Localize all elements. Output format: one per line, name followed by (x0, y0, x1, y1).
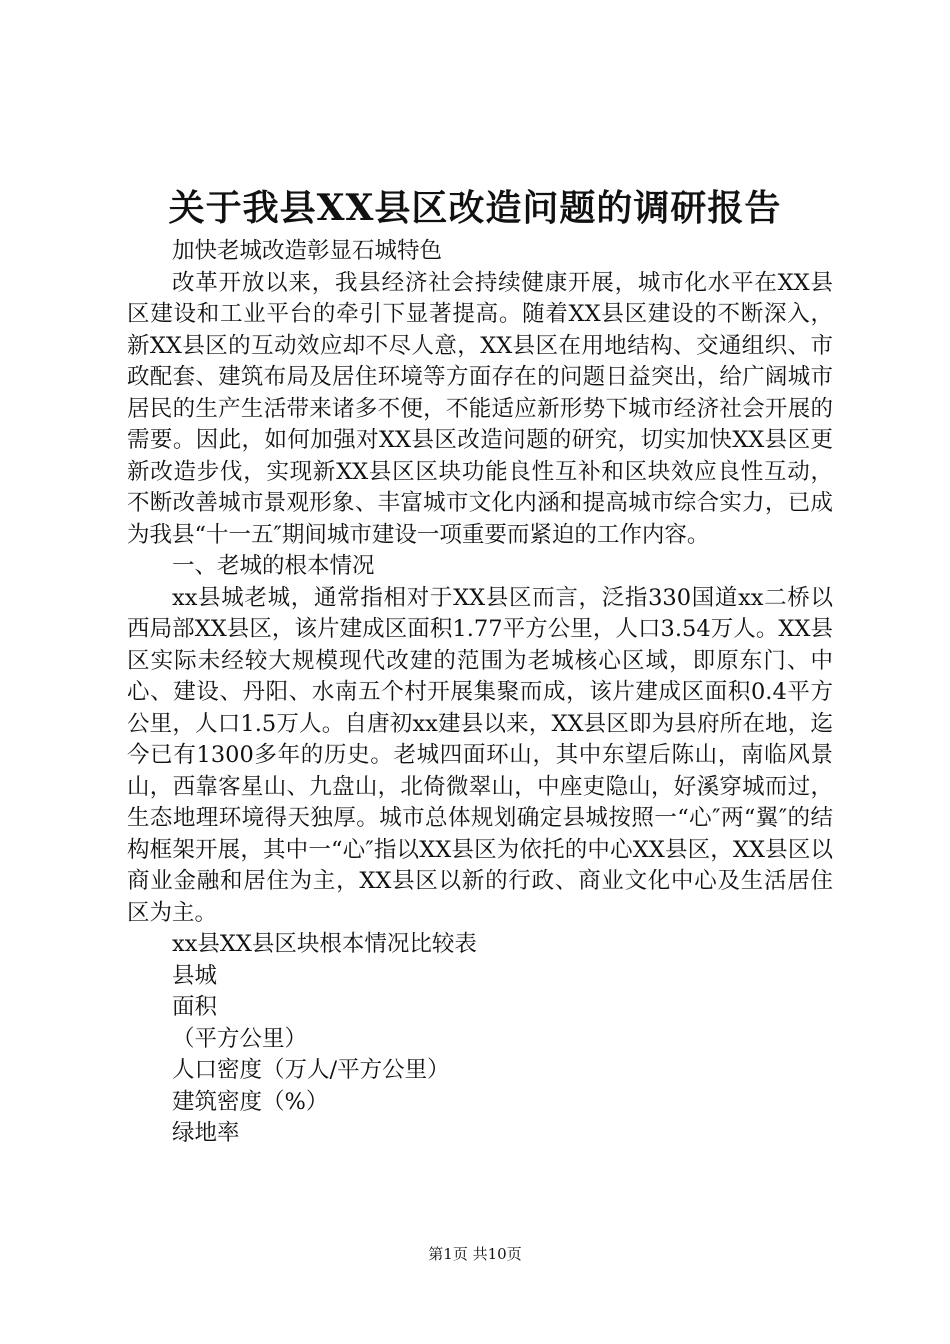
document-title: 关于我县XX县区改造问题的调研报告 (168, 187, 782, 229)
paragraph-basic-situation: xx县城老城，通常指相对于XX县区而言，泛指330国道xx二桥以西局部XX县区，该片建成区面积1.77平方公里，人口3.54万人。XX县区实际未经较大规模现代改建的范围为老城核心区域，即原东门、中心、建设、丹阳、水南五个村开展集聚而成，该片建成区面积0.4平方公里，人口1.5万人。自唐初xx建县以来，XX县区即为县府所在地，迄今已有1300多年的历史。老城四面环山，其中东望后陈山，南临风景山，西靠客星山、九盘山，北倚微翠山，中座吏隐山，好溪穿城而过，生态地理环境得天独厚。城市总体规划确定县城按照一“心″两“翼″的结构框架开展，其中一“心″指以XX县区为依托的中心XX县区，XX县区以商业金融和居住为主，XX县区以新的行政、商业文化中心及生活居住区为主。 (127, 584, 833, 926)
document-subtitle: 加快老城改造彰显石城特色 (172, 238, 443, 264)
table-label-population-density: 人口密度（万人/平方公里） (172, 1057, 450, 1083)
table-label-building-density: 建筑密度（%） (172, 1088, 329, 1115)
document-body (127, 236, 833, 1150)
page-indicator: 第1页 共10页 (428, 1245, 522, 1263)
table-label-area-unit: （平方公里） (172, 1025, 308, 1052)
section-heading-1: 一、老城的根本情况 (172, 553, 375, 579)
paragraph-intro: 改革开放以来，我县经济社会持续健康开展，城市化水平在XX县区建设和工业平台的牵引下显著提高。随着XX县区建设的不断深入，新XX县区的互动效应却不尽人意，XX县区在用地结构、交通组织、市政配套、建筑布局及居住环境等方面存在的问题日益突出，给广阔城市居民的生产生活带来诸多不便，不能适应新形势下城市经济社会开展的需要。因此，如何加强对XX县区改造问题的研究，切实加快XX县区更新改造步伐，实现新XX县区区块功能良性互补和区块效应良性互动，不断改善城市景观形象、丰富城市文化内涵和提高城市综合实力，已成为我县“十一五″期间城市建设一项重要而紧迫的工作内容。 (127, 269, 833, 548)
table-caption: xx县XX县区块根本情况比较表 (172, 931, 477, 957)
table-label-area: 面积 (172, 994, 218, 1020)
table-label-green-ratio: 绿地率 (172, 1120, 240, 1146)
table-label-county: 县城 (172, 962, 218, 989)
